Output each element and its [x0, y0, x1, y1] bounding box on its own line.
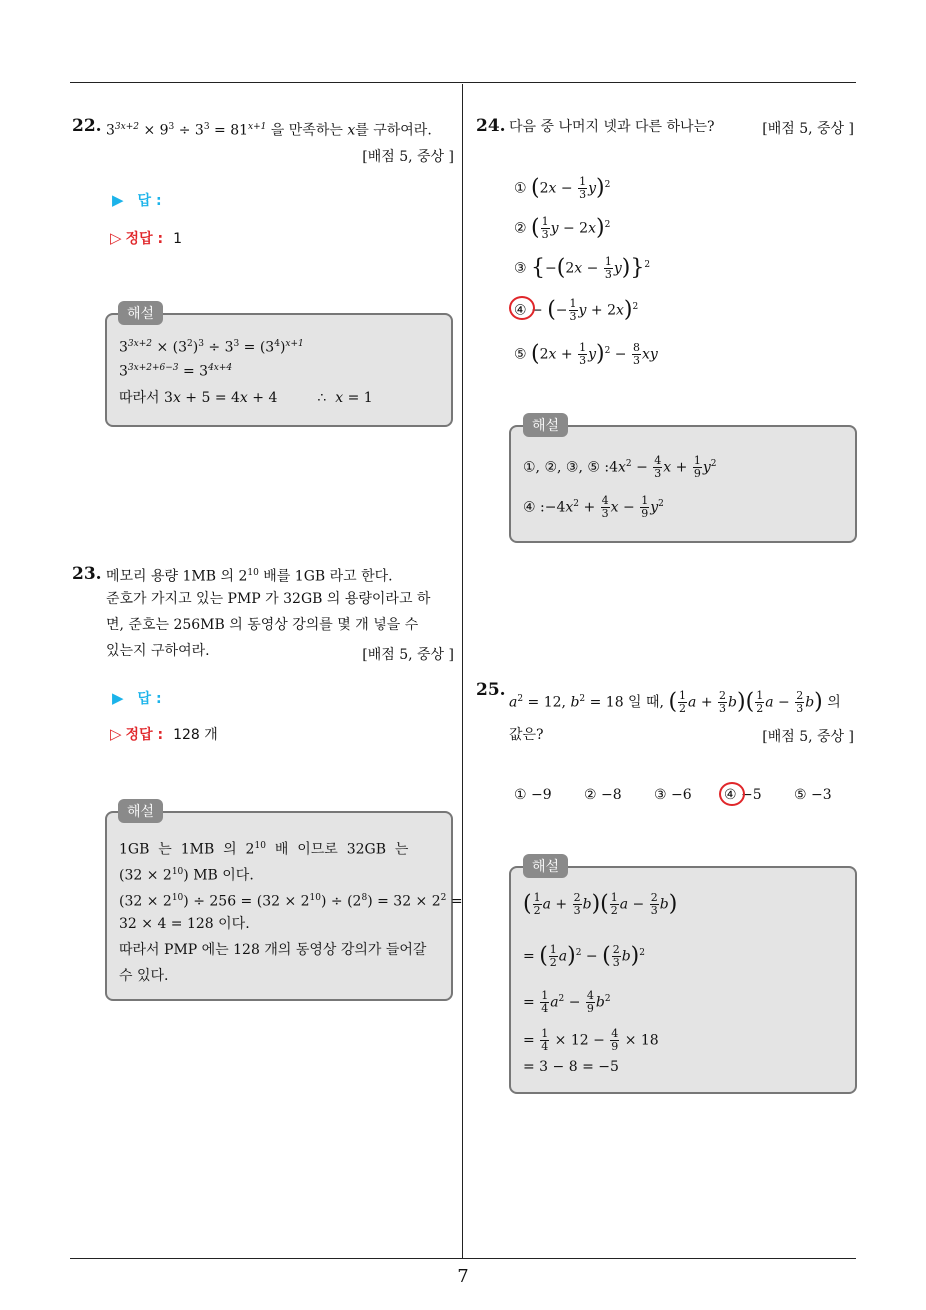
- q23-correct-value: 128 개: [173, 727, 218, 743]
- q24-option: ③ {−(2x − $\frac{1}{3}$ y)}$^2$: [514, 255, 651, 282]
- q23-answer-row: [112, 688, 162, 708]
- q25-solution-tag: 해설: [523, 854, 568, 878]
- q22-sol-line: 따라서 3x + 5 = 4x + 4 ∴ x = 1: [119, 390, 373, 406]
- q22-number: 22.: [72, 116, 102, 136]
- q24-option: ② ( $\frac{1}{3}$ y − 2x)$^2$: [514, 215, 611, 242]
- q23-sol-line: 1GB 는 1MB 의 $2^{10}$ 배 이므로 32GB 는: [119, 841, 409, 858]
- q24-solution-box: [509, 425, 857, 543]
- q24-sol-line: ①, ②, ③, ⑤ $:4x^2$ − $\frac{4}{3}$ x + $\frac{1}{9}$ $y^2$: [523, 454, 717, 481]
- q24-score: [배점 5, 중상 ]: [762, 121, 854, 137]
- q22-solution-tag: 해설: [118, 301, 163, 325]
- q22-sol-line: $3^{3x+2+6-3} = 3^{4x+4}$: [119, 363, 233, 380]
- q22-text: $3^{3x+2} \times 9^3 \div 3^3 = 81^{x+1}$ 을 만족하는 x를 구하여라.: [106, 122, 432, 139]
- q25-text2: 값은?: [509, 727, 544, 743]
- q23-line: 메모리 용량 1MB 의 $2^{10}$ 배를 1GB 라고 한다.: [106, 568, 393, 585]
- q25-sol-line: ( $\frac{1}{2}$ a + $\frac{2}{3}$ b)( $\frac{1}{2}$ a − $\frac{2}{3}$ b): [523, 891, 678, 917]
- bottom-rule: [70, 1258, 856, 1259]
- q22-score: [배점 5, 중상 ]: [362, 149, 454, 165]
- q25-number: 25.: [476, 680, 506, 700]
- q22-solution-box: [105, 313, 453, 427]
- q24-selected-mark: [509, 296, 535, 320]
- q24-option: ① (2x − $\frac{1}{3}$ y)$^2$: [514, 175, 611, 202]
- q23-sol-line: 32 × 4 = 128 이다.: [119, 916, 250, 932]
- q23-correct-label: 정답 :: [125, 727, 164, 743]
- play-icon: ▶: [112, 191, 124, 209]
- q23-line: 면, 준호는 256MB 의 동영상 강의를 몇 개 넣을 수: [106, 617, 419, 633]
- q23-solution-tag: 해설: [118, 799, 163, 823]
- q25-sol-line: = 3 − 8 = −5: [523, 1059, 619, 1075]
- q25-solution-box: [509, 866, 857, 1094]
- q23-solution-box: [105, 811, 463, 1001]
- q24-option: ④ − (− $\frac{1}{3}$ y + 2x)$^2$: [514, 297, 639, 324]
- q22-correct-value: 1: [173, 231, 182, 247]
- page-number: 7: [457, 1266, 469, 1287]
- q23-answer-label: 답 :: [137, 691, 162, 707]
- q23-score: [배점 5, 중상 ]: [362, 647, 454, 663]
- q25-selected-mark: [719, 782, 745, 806]
- triangle-outline-icon: ▷: [110, 229, 122, 247]
- q25-sol-line: = ( $\frac{1}{2}$ a)$^2$ − ( $\frac{2}{3}$ b)$^2$: [523, 943, 645, 970]
- q24-solution-tag: 해설: [523, 413, 568, 437]
- q24-text: 다음 중 나머지 넷과 다른 하나는?: [509, 119, 715, 135]
- q25-option: ① −9: [514, 787, 552, 803]
- q25-option: ③ −6: [654, 787, 692, 803]
- triangle-outline-icon: ▷: [110, 725, 122, 743]
- play-icon: ▶: [112, 689, 124, 707]
- q23-line: 있는지 구하여라.: [106, 643, 210, 659]
- q22-correct-row: [110, 228, 182, 248]
- q23-number: 23.: [72, 564, 102, 584]
- q24-number: 24.: [476, 116, 506, 136]
- q25-sol-line: = $\frac{1}{4}$ $a^2$ − $\frac{4}{9}$ $b^2$: [523, 989, 611, 1016]
- top-rule: [70, 82, 856, 83]
- q22-sol-line: $3^{3x+2} \times (3^2)^3 \div 3^3 = (3^4)^{x+1}$: [119, 339, 304, 356]
- column-divider: [462, 84, 463, 1258]
- q22-answer-label: 답 :: [137, 193, 162, 209]
- q23-correct-row: [110, 724, 218, 744]
- q25-sol-line: = $\frac{1}{4}$ × 12 − $\frac{4}{9}$ × 18: [523, 1027, 659, 1053]
- q23-line: 준호가 가지고 있는 PMP 가 32GB 의 용량이라고 하: [106, 591, 431, 607]
- q25-score: [배점 5, 중상 ]: [762, 729, 854, 745]
- q22-correct-label: 정답 :: [125, 231, 164, 247]
- q25-option: ⑤ −3: [794, 787, 832, 803]
- q23-sol-line: $(32 \times 2^{10}) \div 256 = (32 \times 2^{10}) \div (2^8) = 32 \times 2^2$ =: [119, 893, 463, 910]
- q24-sol-line: ④ $:-4x^2$ + $\frac{4}{3}$ x − $\frac{1}{9}$ $y^2$: [523, 494, 664, 521]
- q23-sol-line: 따라서 PMP 에는 128 개의 동영상 강의가 들어갈: [119, 942, 427, 958]
- q24-option: ⑤ (2x + $\frac{1}{3}$ y)$^2$ − $\frac{8}{3}$ xy: [514, 341, 658, 368]
- q25-text: $a^2 = 12$, $b^2 = 18$ 일 때, ( $\frac{1}{2}$ a + $\frac{2}{3}$ b)( $\frac{1}{2}$ a − $\frac{2}{3}$ b) 의: [509, 689, 841, 716]
- q25-option: ④ −5: [724, 787, 762, 803]
- q25-option: ② −8: [584, 787, 622, 803]
- q22-answer-row: [112, 190, 162, 210]
- q23-sol-line: 수 있다.: [119, 968, 169, 984]
- q23-sol-line: $(32 \times 2^{10})$ MB 이다.: [119, 867, 254, 884]
